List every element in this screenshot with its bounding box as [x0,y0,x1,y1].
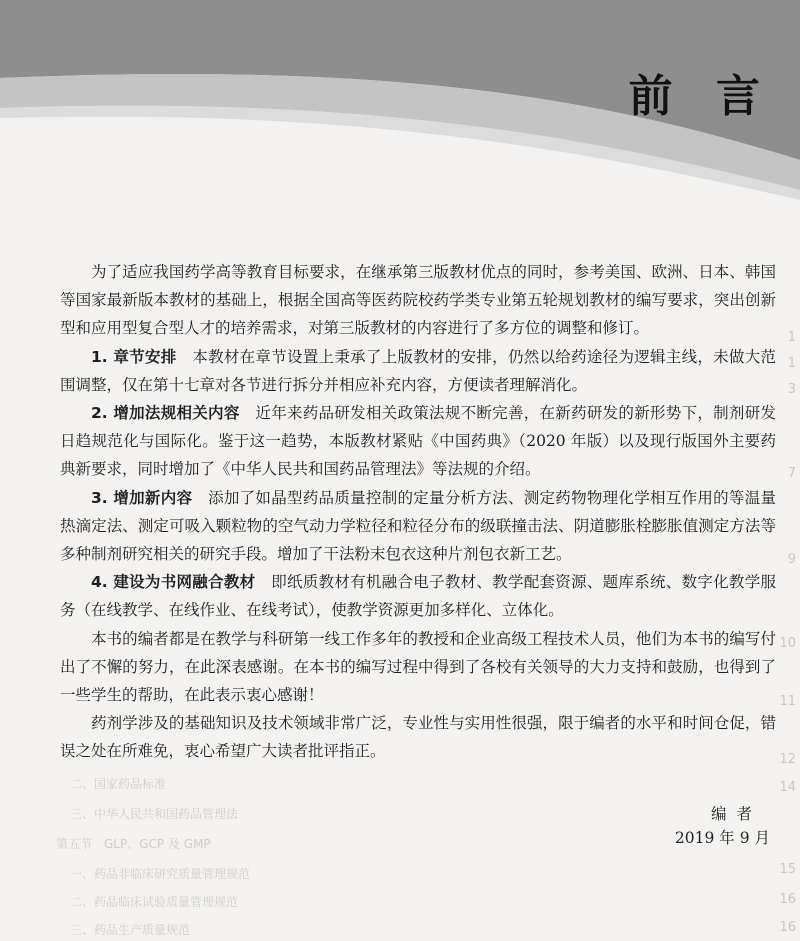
page-title: 前 言 [628,71,774,122]
bleed-line: 二、国家药品标准 [70,777,167,791]
item-3-text: 添加了如晶型药品质量控制的定量分析方法、测定药物物理化学相互作用的等温量热滴定法、测定可吸入颗粒物的空气动力学粒径和粒径分布的级联撞击法、阴道膨胀栓膨胀值测定方法等多种制剂研究相关的研究手段。增加了干法粉末包衣这种片剂包衣新工艺。 [60,488,776,564]
item-2 [60,399,776,484]
preface-body [60,258,776,766]
item-4-heading: 4. 建设为书网融合教材 [91,573,256,592]
item-2-text: 近年来药品研发相关政策法规不断完善，在新药研发的新形势下，制剂研发日趋规范化与国际化。鉴于这一趋势，本版教材紧贴《中国药典》（2020 年版）以及现行版国外主要药典新要求，同时增加了《中华人民共和国药品管理法》等法规的介绍。 [60,404,776,479]
bleed-line: 三、中华人民共和国药品管理法 [70,807,239,821]
item-4 [60,568,776,624]
item-1-text: 本教材在章节设置上秉承了上版教材的安排，仍然以给药途径为逻辑主线，未做大范围调整，仅在第十七章对各节进行拆分并相应补充内容，方便读者理解消化。 [60,347,776,394]
signature-date: 2019 年 9 月 [674,829,770,847]
bleed-line: 第五节 GLP、GCP 及 GMP [56,837,211,851]
item-3-heading: 3. 增加新内容 [91,488,193,507]
closing-paragraph: 药剂学涉及的基础知识及技术领域非常广泛，专业性与实用性很强，限于编者的水平和时间仓促，错误之处在所难免，衷心希望广大读者批评指正。 [60,714,776,761]
bleed-page-number: 14 [779,780,796,795]
item-3 [60,484,776,569]
item-1 [60,343,776,399]
item-2-heading: 2. 增加法规相关内容 [91,404,240,423]
bleed-line: 三、药品生产质量规范 [70,923,191,937]
bleed-line: 一、药品非临床研究质量管理规范 [70,867,251,881]
bleed-page-number: 16 [779,892,796,907]
bleed-page-number: 1 [787,356,796,371]
signature-block [675,802,770,850]
bleed-page-number: 10 [779,636,796,651]
bleed-page-number: 11 [779,694,796,709]
item-4-text: 即纸质教材有机融合电子教材、教学配套资源、题库系统、数字化教学服务（在线教学、在线作业、在线考试），使教学资源更加多样化、立体化。 [60,573,776,620]
item-1-heading: 1. 章节安排 [91,347,177,366]
bleed-line: 二、药品临床试验质量管理规范 [70,895,239,909]
bleed-page-number: 1 [787,330,796,345]
intro-paragraph: 为了适应我国药学高等教育目标要求，在继承第三版教材优点的同时，参考美国、欧洲、日本、韩国等国家最新版本教材的基础上，根据全国高等医药院校药学类专业第五轮规划教材的编写要求，突出创新型和应用型复合型人才的培养需求，对第三版教材的内容进行了多方位的调整和修订。 [60,263,776,338]
bleed-page-number: 15 [779,862,796,877]
bleed-page-number: 16 [779,920,796,935]
bleed-page-number: 12 [779,752,796,767]
bleed-page-number: 9 [787,552,796,567]
bleed-page-number: 7 [787,466,796,481]
thanks-paragraph: 本书的编者都是在教学与科研第一线工作多年的教授和企业高级工程技术人员，他们为本书的编写付出了不懈的努力，在此深表感谢。在本书的编写过程中得到了各校有关领导的大力支持和鼓励，也得到了一些学生的帮助，在此表示衷心感谢！ [60,629,776,705]
bleed-page-number: 3 [787,382,796,397]
signature-author: 编者 [710,805,762,823]
